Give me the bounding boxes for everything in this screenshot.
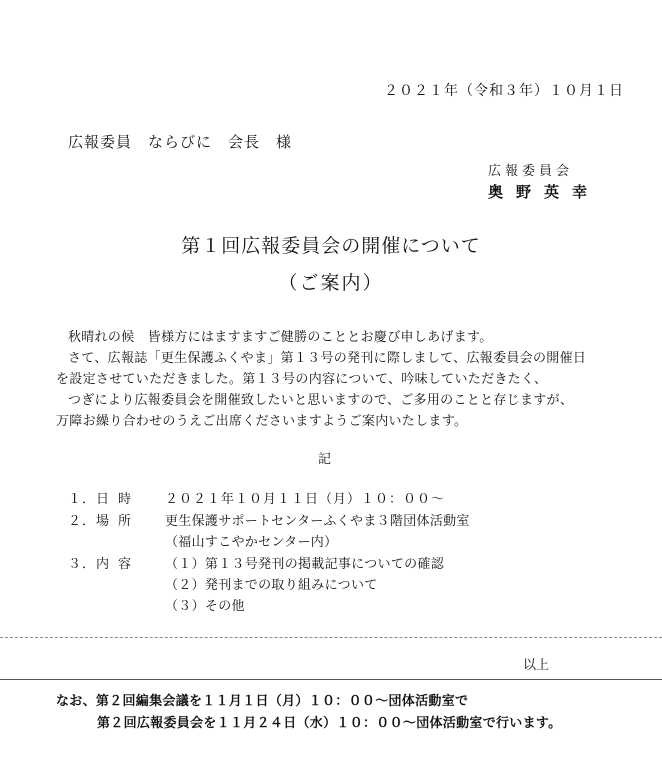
document-title: 第１回広報委員会の開催について — [181, 235, 481, 257]
body-paragraph-line: つぎにより広報委員会を開催致したいと思いますので、ご多用のことと存じますが、 — [68, 393, 574, 408]
body-paragraph-line: 秋晴れの候 皆様方にはますますご健勝のこととお慶び申しあげます。 — [68, 330, 493, 345]
solid-divider — [0, 679, 662, 680]
sender-organization: 広報委員会 — [488, 164, 574, 179]
note-line: なお、第２回編集会議を１１月１日（月）１０：００〜団体活動室で — [56, 694, 469, 709]
item-value: （２）発刊までの取り組みについて — [165, 578, 378, 593]
item-number: ３． — [68, 557, 97, 572]
item-value: （１）第１３号発刊の掲載記事についての確認 — [165, 557, 445, 572]
dashed-divider — [0, 637, 662, 638]
item-number: １． — [68, 492, 97, 507]
body-paragraph-line: を設定させていただきました。第１３号の内容について、吟味していただきたく、 — [56, 372, 548, 387]
ki-heading: 記 — [318, 452, 332, 467]
body-paragraph-line: さて、広報誌「更生保護ふくやま」第１３号の発刊に際しまして、広報委員会の開催日 — [68, 351, 587, 366]
sender-name: 奥野英幸 — [488, 183, 601, 201]
closing-mark: 以上 — [523, 658, 550, 673]
item-value: 更生保護サポートセンターふくやま３階団体活動室 — [165, 514, 470, 529]
document-date: ２０２１年（令和３年）１０月１日 — [384, 83, 624, 99]
recipient-line: 広報委員 ならびに 会長 様 — [68, 133, 293, 151]
item-number: ２． — [68, 514, 97, 529]
item-value-note: （福山すこやかセンター内） — [165, 535, 338, 550]
item-label: 内容 — [96, 557, 141, 572]
item-value: （３）その他 — [165, 599, 245, 614]
item-label: 日時 — [96, 492, 141, 507]
body-paragraph-line: 万障お繰り合わせのうえご出席くださいますようご案内いたします。 — [56, 414, 468, 429]
document-subtitle: （ご案内） — [278, 272, 384, 294]
item-label: 場所 — [96, 514, 141, 529]
item-value: ２０２１年１０月１１日（月）１０：００〜 — [165, 492, 446, 507]
note-line: 第２回広報委員会を１１月２４日（水）１０：００〜団体活動室で行います。 — [97, 716, 562, 731]
